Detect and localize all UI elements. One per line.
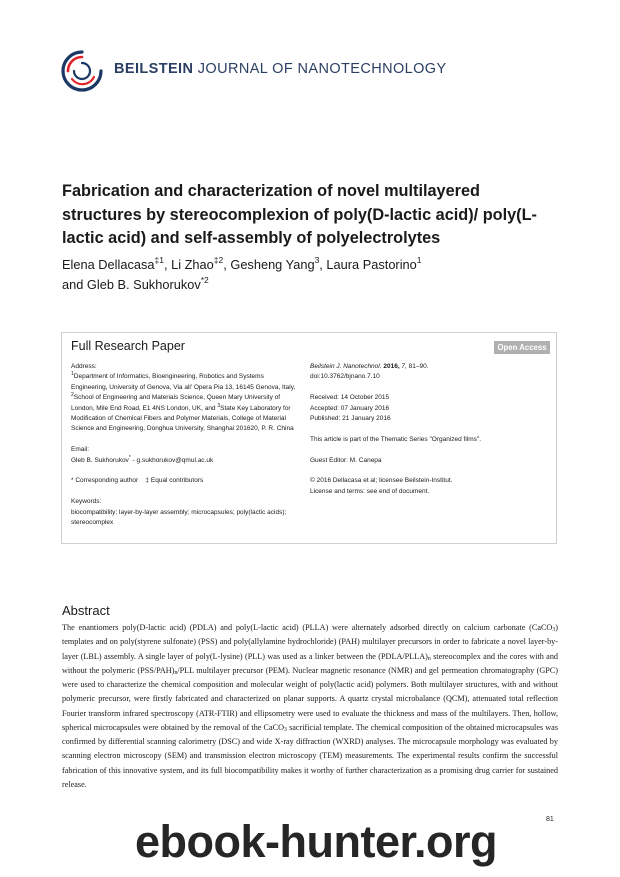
beilstein-logo-icon xyxy=(60,49,104,93)
author-name: Laura Pastorino xyxy=(326,257,417,272)
author-name: Gleb B. Sukhorukov xyxy=(86,277,201,292)
received-date: Received: 14 October 2015 xyxy=(310,394,390,402)
copyright-notice: © 2016 Dellacasa et al; licensee Beilstein-Institut. xyxy=(310,477,453,485)
published-date: Published: 21 January 2016 xyxy=(310,415,391,423)
author-affiliation-marker: *2 xyxy=(200,275,209,285)
doi-link[interactable]: doi:10.3762/bjnano.7.10 xyxy=(310,373,380,381)
journal-name xyxy=(114,61,447,77)
guest-editor: Guest Editor: M. Canepa xyxy=(310,456,382,464)
abstract-text: The enantiomers poly(D-lactic acid) (PDLA) and poly(L-lactic acid) (PLLA) were alternately adsorbed directly on calcium carbonate (CaCO$_3$) templates and on poly(styrene sulfonate) (PSS) and poly(allylamine hydrochloride) (PAH) multilayer precursors in order to fabricate a novel layer-by-layer (LBL) assembly. A single layer of poly(L-lysine) (PLL) was used as a linker between the $(PDLA/PLLA)_n$ stereocomplex and the cores with and without the polymeric $(PSS/PAH)_n$/PLL multilayer precursor (PEM). Nuclear magnetic resonance (NMR) and gel permeation chromatography (GPC) were used to characterize the chemical composition and molecular weight of poly(lactic acid) polymers. Both multilayer structures, with and without polymeric precursor, were firstly fabricated and characterized on planar supports. A quartz crystal microbalance (QCM), attenuated total reflection Fourier transform infrared spectroscopy (ATR-FTIR) and ellipsometry were used to evaluate the thickness and mass of the multilayers. Then, hollow, spherical microcapsules were obtained by the removal of the CaCO$_3$ sacrificial template. The chemical composition of the obtained microcapsules was confirmed by differential scanning calorimetry (DSC) and wide X-ray diffraction (WXRD) analyses. The microcapsule morphology was evaluated by scanning electron microscopy (SEM) and transmission electron microscopy (TEM) measurements. The experimental results confirm the successful fabrication of this innovative system, and its full biocompatibility makes it worthy of further characterization as a promising drug carrier for sustained release. xyxy=(62,623,559,789)
email-line: Gleb B. Sukhorukov* - g.sukhorukov@qmul.ac.uk xyxy=(71,454,214,464)
citation: Beilstein J. Nanotechnol. 2016, 7, 81–90. xyxy=(310,363,429,370)
page-number: 81 xyxy=(546,816,554,823)
email-label: Email: xyxy=(71,446,90,454)
info-right-column xyxy=(310,362,550,497)
journal-name-bold: BEILSTEIN xyxy=(114,61,194,77)
author-affiliation-marker: ‡2 xyxy=(213,255,224,265)
watermark: ebook-hunter.org xyxy=(135,816,497,867)
address-label: Address: xyxy=(71,363,97,370)
open-access-badge: Open Access xyxy=(494,341,550,354)
author-list: Elena Dellacasa$^{\ddagger 1}$, Li Zhao$^{\ddagger 2}$, Gesheng Yang$^3$, Laura Pastorino$^1$ and Gleb B. Sukhorukov$^{*2}$ xyxy=(62,255,422,292)
thematic-series-note[interactable]: This article is part of the Thematic Series "Organized films". xyxy=(310,435,482,443)
author-name: Elena Dellacasa xyxy=(62,257,155,272)
author-affiliation-marker: 1 xyxy=(416,255,422,265)
journal-name-rest: JOURNAL OF NANOTECHNOLOGY xyxy=(193,61,447,77)
affiliations: $^1$Department of Informatics, Bioengineering, Robotics and Systems Engineering, University of Genova, Via all' Opera Pia 13, 16145 Genova, Italy, $^2$School of Engineering and Materials Science, Queen Mary University of London, Mile End Road, E1 4NS London, UK, and $^3$State Key Laboratory for Modification of Chemical Fibers and Polymer Materials, College of Material Science and Engineering, Donghua University, Shanghai 201620, P. R. China xyxy=(71,371,296,433)
license-notice: License and terms: see end of document. xyxy=(310,487,430,495)
author-name: Li Zhao xyxy=(171,257,214,272)
contributor-footnotes: * Corresponding author ‡ Equal contributors xyxy=(71,477,204,485)
author-name: Gesheng Yang xyxy=(230,257,315,272)
info-left-column xyxy=(71,362,299,528)
abstract-heading: Abstract xyxy=(62,603,110,618)
keywords-label: Keywords: xyxy=(71,498,102,506)
paper-type-label: Full Research Paper xyxy=(71,339,185,353)
keywords: biocompatibility; layer-by-layer assembly; microcapsules; poly(lactic acids); stereocomplex xyxy=(71,508,287,527)
author-affiliation-marker: ‡1 xyxy=(154,255,164,265)
email-address-link[interactable]: - g.sukhorukov@qmul.ac.uk xyxy=(130,456,214,464)
article-title: Fabrication and characterization of novel multilayered structures by stereocomplexion of poly(D-lactic acid)/ poly(L-lactic acid) and self-assembly of polyelectrolytes xyxy=(62,182,537,247)
accepted-date: Accepted: 07 January 2016 xyxy=(310,404,390,412)
author-affiliation-marker: 3 xyxy=(314,255,320,265)
